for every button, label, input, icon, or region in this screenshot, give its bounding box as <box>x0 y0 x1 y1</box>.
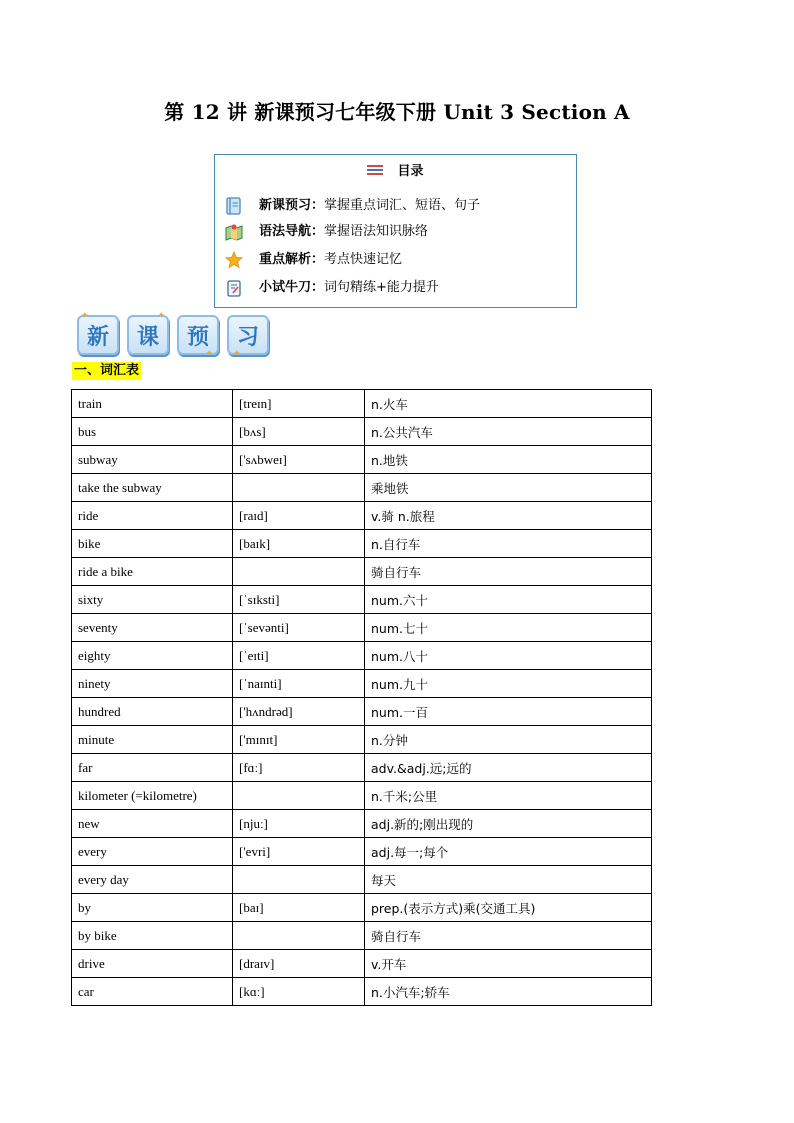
banner-tile: 习 ✦ <box>227 315 269 355</box>
table-row <box>72 922 652 950</box>
phonetic-cell: [ˈnaɪnti] <box>233 670 365 698</box>
meaning-cell: n.火车 <box>365 390 652 418</box>
meaning-cell: n.地铁 <box>365 446 652 474</box>
meaning-cell: n.小汽车;轿车 <box>365 978 652 1006</box>
phonetic-cell: [raɪd] <box>233 502 365 530</box>
word-cell: train <box>72 390 233 418</box>
page-title: 第 12 讲 新课预习七年级下册 Unit 3 Section A <box>164 100 630 124</box>
meaning-cell: 乘地铁 <box>365 474 652 502</box>
phonetic-cell <box>233 558 365 586</box>
section-banner <box>77 311 277 359</box>
banner-tile: ✦ 课 <box>127 315 169 355</box>
word-cell: bus <box>72 418 233 446</box>
vocabulary-table <box>71 389 652 1006</box>
table-row <box>72 978 652 1006</box>
phonetic-cell: [baɪ] <box>233 894 365 922</box>
word-cell: minute <box>72 726 233 754</box>
meaning-cell: 每天 <box>365 866 652 894</box>
meaning-cell: n.公共汽车 <box>365 418 652 446</box>
phonetic-cell: [ˈeɪti] <box>233 642 365 670</box>
table-row <box>72 782 652 810</box>
meaning-cell: n.分钟 <box>365 726 652 754</box>
table-row <box>72 530 652 558</box>
word-cell: sixty <box>72 586 233 614</box>
phonetic-cell: ['sʌbweɪ] <box>233 446 365 474</box>
word-cell: drive <box>72 950 233 978</box>
table-row <box>72 474 652 502</box>
table-row <box>72 558 652 586</box>
toc-heading: 目录 <box>215 160 576 179</box>
table-row <box>72 754 652 782</box>
table-row <box>72 642 652 670</box>
word-cell: bike <box>72 530 233 558</box>
word-cell: new <box>72 810 233 838</box>
table-row <box>72 502 652 530</box>
word-cell: ninety <box>72 670 233 698</box>
phonetic-cell: [njuː] <box>233 810 365 838</box>
phonetic-cell: [baɪk] <box>233 530 365 558</box>
meaning-cell: num.一百 <box>365 698 652 726</box>
meaning-cell: num.七十 <box>365 614 652 642</box>
phonetic-cell <box>233 922 365 950</box>
table-of-contents <box>214 154 577 308</box>
phonetic-cell: [ˈsevənti] <box>233 614 365 642</box>
map-icon <box>223 222 245 242</box>
meaning-cell: v.开车 <box>365 950 652 978</box>
table-row <box>72 698 652 726</box>
meaning-cell: n.千米;公里 <box>365 782 652 810</box>
phonetic-cell <box>233 474 365 502</box>
word-cell: far <box>72 754 233 782</box>
meaning-cell: num.八十 <box>365 642 652 670</box>
meaning-cell: num.六十 <box>365 586 652 614</box>
word-cell: by bike <box>72 922 233 950</box>
meaning-cell: 骑自行车 <box>365 922 652 950</box>
phonetic-cell <box>233 782 365 810</box>
toc-item-preview: 新课预习： 掌握重点词汇、短语、句子 <box>223 195 480 217</box>
phonetic-cell: [ˈsɪksti] <box>233 586 365 614</box>
word-cell: take the subway <box>72 474 233 502</box>
meaning-cell: prep.(表示方式)乘(交通工具) <box>365 894 652 922</box>
phonetic-cell: [draɪv] <box>233 950 365 978</box>
word-cell: seventy <box>72 614 233 642</box>
table-row <box>72 446 652 474</box>
toc-item-grammar: 语法导航： 掌握语法知识脉络 <box>223 221 428 243</box>
banner-tile: ✦ 新 <box>77 315 119 355</box>
word-cell: by <box>72 894 233 922</box>
word-cell: every day <box>72 866 233 894</box>
word-cell: eighty <box>72 642 233 670</box>
meaning-cell: num.九十 <box>365 670 652 698</box>
meaning-cell: adj.每一;每个 <box>365 838 652 866</box>
meaning-cell: n.自行车 <box>365 530 652 558</box>
table-row <box>72 894 652 922</box>
meaning-cell: adv.&adj.远;远的 <box>365 754 652 782</box>
section-heading: 一、词汇表 <box>74 363 140 378</box>
toc-item-analysis: 重点解析： 考点快速记忆 <box>223 249 402 271</box>
phonetic-cell: [fɑː] <box>233 754 365 782</box>
word-cell: car <box>72 978 233 1006</box>
table-row <box>72 390 652 418</box>
word-cell: subway <box>72 446 233 474</box>
meaning-cell: 骑自行车 <box>365 558 652 586</box>
phonetic-cell: [bʌs] <box>233 418 365 446</box>
table-row <box>72 838 652 866</box>
table-row <box>72 866 652 894</box>
phonetic-cell: ['mɪnɪt] <box>233 726 365 754</box>
word-cell: kilometer (=kilometre) <box>72 782 233 810</box>
table-row <box>72 670 652 698</box>
list-icon <box>367 165 383 176</box>
table-row <box>72 614 652 642</box>
table-row <box>72 418 652 446</box>
meaning-cell: adj.新的;刚出现的 <box>365 810 652 838</box>
table-row <box>72 726 652 754</box>
banner-tile: 预 ✦ <box>177 315 219 355</box>
notepad-icon <box>223 278 245 298</box>
table-row <box>72 586 652 614</box>
phonetic-cell: ['evri] <box>233 838 365 866</box>
word-cell: ride a bike <box>72 558 233 586</box>
word-cell: every <box>72 838 233 866</box>
table-row <box>72 950 652 978</box>
toc-item-practice: 小试牛刀： 词句精练+能力提升 <box>223 277 439 299</box>
star-icon <box>223 250 245 270</box>
word-cell: ride <box>72 502 233 530</box>
book-icon <box>223 196 245 216</box>
table-row <box>72 810 652 838</box>
phonetic-cell: [treɪn] <box>233 390 365 418</box>
word-cell: hundred <box>72 698 233 726</box>
meaning-cell: v.骑 n.旅程 <box>365 502 652 530</box>
phonetic-cell: [kɑː] <box>233 978 365 1006</box>
phonetic-cell <box>233 866 365 894</box>
phonetic-cell: ['hʌndrəd] <box>233 698 365 726</box>
